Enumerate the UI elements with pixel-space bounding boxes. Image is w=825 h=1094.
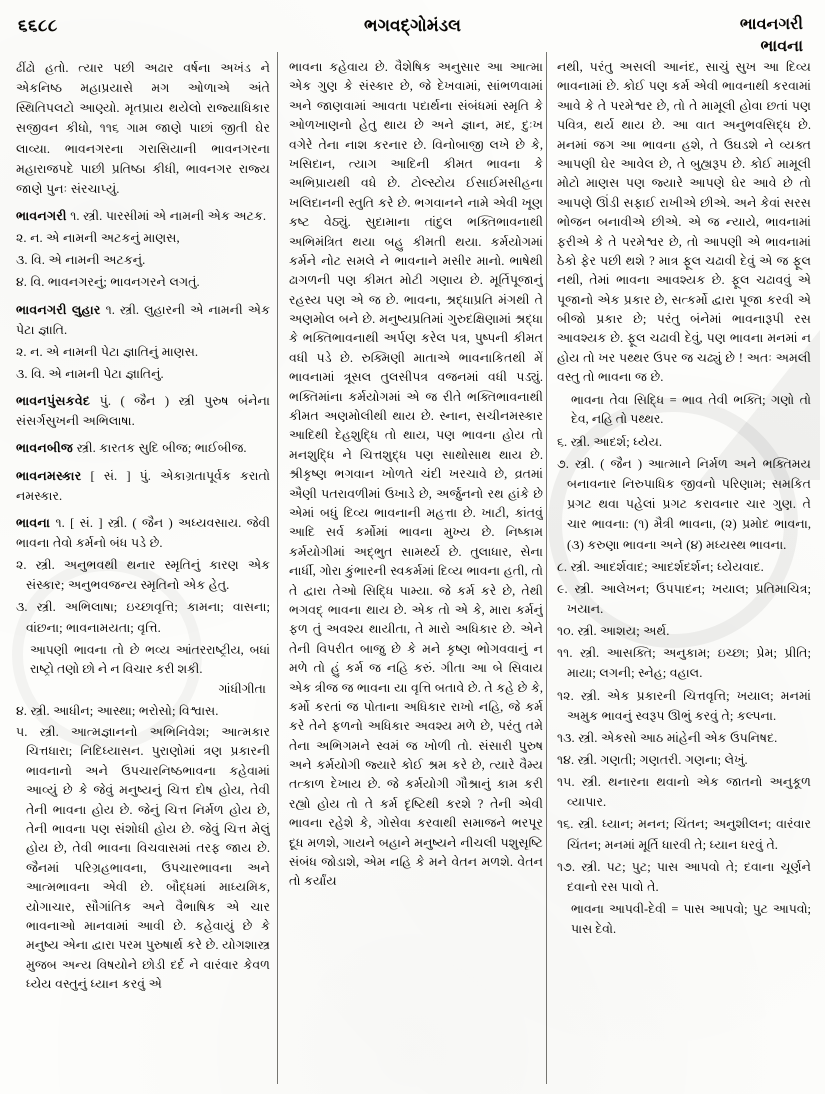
entry-sense: પું. ( જૈન ) સ્ત્રી પુરુષ બંનેના સંસર્ગસુખની અભિલાષા.	[16, 394, 270, 429]
continuation-paragraph: ભાવના કહેવાય છે. વૈશેષિક અનુસાર આ આત્મા એક ગુણ કે સંસ્કાર છે, જે દેખવામાં, સાંભળવામાં અને જાણવામાં આવતા પદાર્થના સંબંધમાં સ્મૃતિ કે ઓળખાણનો હેતુ થાય છે અને જ્ઞાન, મદ, દુઃખ વગેરે તેના નાશ કરનાર છે. વિનોબાજી લખે છે કે, ખસિદાન, ત્યાગ આદિની કીમત ભાવના કે અભિપ્રાયથી વધે છે. ટોલ્સ્ટોય ઈસાઈમસીહના ખલિદાનની સ્તુતિ કરે છે. ભગવાનને નામે એવી ખૂણ કષ્ટ વેઠ્યું. સુદામાના તાંદુલ ભક્તિભાવનાથી અભિમંત્રિત થયા બહુ કીમતી થયા. કર્મયોગમાં કર્મને નોટ સમલે ને ભાવનાને મસીર માનો. ભાષેથી ઢાગળની પણ કીમત મોટી ગણાય છે. મૂર્તિપૂજાનું રહસ્ય પણ એ જ છે. ભાવના, શ્રદ્ધાપ્રતિ મંગથી તે અણમોલ બને છે. મનુષ્યપ્રતિમાં ગુરુદક્ષિણામાં શ્રદ્ધા કે ભક્તિભાવનાથી અર્પણ કરેલ પત્ર, પુષ્પની કીમત વધી પડે છે. રુક્મિણી માતાએ ભાવનાકિતથી મેં ભાવનામાં ત્રૂસલ તુલસીપત્ર વજનમાં વધી પડ્યું. ભક્તિમાંના કર્મયોગમાં એ જ રીતે ભક્તિભાવનાથી કીમત અણમોલીથી થાય છે. સ્નાન, સચીનમસ્કાર આદિથી દેહશુદ્ધિ તો થાય, પણ ભાવના હોય તો મનશુદ્ધિ ને ચિત્તશુદ્ધ પણ સાથોસાથ થાય છે. શ્રીકૃષ્ણ ભગવાન ખોળતે ચંદી ખરચાવે છે, વ્રતમાં ઐણી પતરાવળીમાં ઉખાડે છે, અર્જુનનો રથ હાંકે છે એમાં બધું દિવ્ય ભાવનાની મહત્તા છે. ખાટી, કાંતવું આદિ સર્વ કર્મોમાં ભાવના મુખ્ય છે. નિષ્કામ કર્મયોગીમાં અદ્ભુત સામર્થ્ય છે. તુલાધાર, સેના નાર્ધી, ગોરા કુંભારની સ્વકર્મમાં દિવ્ય ભાવના હતી, તો તે દ્વારા તેઓ સિદ્ધિ પામ્યા. જે કર્મ કરે છે, તેથી ભગવદ્ ભાવના થાય છે. એક તો એ કે, મારા કર્મનું ફળ તું અવશ્ય થાયીતા, તે મારો અધિકાર છે. એને તેની વિપરીત બાજુ છે કે મને કૃષ્ણ ભોગવવાનું ન મળે તો હું કર્મ જ નહિ કરું. ગીતા આ બે સિવાય એક ત્રીજ જ ભાવના યા વૃત્તિ બતાવે છે. તે કહે છે કે, કર્મો કરતાં જ પોતાના અધિકાર રાખો નહિ, જે કર્મ કરે તેને ફળનો અધિકાર અવશ્ય મળે છે, પરંતુ તમે તેના અભિગમને સ્વમં જ ખોળી તો. સંસારી પુરુષ અને કર્મયોગી જ્યારે કોઈ શ્રમ કરે છે, ત્યારે વૈમ્ય તત્કાળ દેખાય છે. જે કર્મયોગી ગૌશ્રાનું કામ કરી રહ્યો હોય તો તે કર્મ દૃષ્ટિથી કરશે ? તેની એવી ભાવના રહેશે કે, ગોસેવા કરવાથી સમાજને ભરપૂર દૂધ મળશે, ગાયને બહાને મનુષ્યને નીચલી પશુસૃષ્ટિ સંબંધ જોડાશે, એમ નહિ કે મને વેતન મળશે. વેતન તો કર્યાંય	[289, 60, 543, 889]
dictionary-entry	[16, 466, 270, 506]
entry-headword: ભાવનપુંસકવેદ	[16, 394, 91, 409]
entry-sense: ૧. સ્ત્રી. લુહારની એ નામની એક પેટા જ્ઞાતિ.	[16, 302, 270, 337]
text-columns	[0, 58, 825, 1088]
column-middle	[289, 58, 543, 1088]
entry-sense-item: ૩. સ્ત્રી. અભિલાષા; ઇચ્છાવૃત્તિ; કામના; વાસના; વાંછના; ભાવનામયતા; વૃત્તિ.	[16, 600, 270, 635]
entry-sense-item: ૧૦. સ્ત્રી. આશય; અર્થ.	[557, 624, 670, 639]
entry-sense-item: ૧૨. સ્ત્રી. એક પ્રકારની ચિત્તવૃત્તિ; ખયાલ; મનમાં અમુક ભાવનું સ્વરૂપ ઊભું કરવું તે; કલ્પના.	[557, 688, 811, 723]
entry-sense-item: ૧૪. સ્ત્રી. ગણતી; ગણતરી. ગણના; લેખું.	[557, 752, 748, 767]
entry-headword: ભાવના	[16, 515, 51, 530]
running-head-line-2: ભાવના	[760, 37, 803, 55]
folio-number: ૬૬૮૮	[18, 16, 58, 35]
entry-sense-item: ૬. સ્ત્રી. આદર્શ; ધ્યેય.	[557, 434, 663, 449]
quotation-attribution: ગાંધીગીતા	[218, 681, 266, 696]
entry-headword: ભાવનમસ્કાર	[16, 468, 82, 483]
continuation-paragraph: ઢીંઢો હતો. ત્યાર પછી અઢાર વર્ષના અખંડ ને એકનિષ્ઠ મહાપ્રયાસે મગ ઓળાએ અંતે સ્થિતિપલટો આણ્યો. મૃતપ્રાય થયેલો રાજ્યાધિકાર સજીવન કીધો, ૧૧૬ ગામ જાણે પાછાં જીતી ઘેર લાવ્યા. ભાવનગરના ગરાસિયાની ભાવનગરના મહારાજપદે પાછી પ્રતિષ્ઠા કીધી, ભાવનગર રાજ્ય જાણે પુનઃ સંરચાપ્યું.	[16, 61, 270, 196]
entry-sense-item: ૩. વિ. એ નામની પેટા જ્ઞાતિનું.	[16, 366, 164, 381]
dictionary-entry	[16, 300, 270, 340]
entry-sense-item: ૯. સ્ત્રી. આલેખન; ઉપપાદન; ખયાલ; પ્રતિમાચિત્ર; ખયાન.	[557, 581, 811, 616]
entry-sense: ૧. સ્ત્રી. પારસીમાં એ નામની એક અટક.	[70, 208, 267, 223]
dictionary-entry	[16, 391, 270, 431]
entry-sense-item: ૪. વિ. ભાવનગરનું; ભાવનગરને લગતું.	[16, 275, 200, 290]
running-head	[740, 14, 803, 57]
entry-sense-item: ૫. સ્ત્રી. આત્મજ્ઞાનનો અભિનિવેશ; આત્મકાર ચિત્તધારા; નિદિધ્યાસન. પુરાણોમાં ત્રણ પ્રકારની ભાવનાનો અને ઉપચારનિષ્ઠભાવના કહેવામાં આવ્યું છે કે જેવું મનુષ્યનું ચિત્ત દોષ હોય, તેવી તેની ભાવના હોય છે. જેનું ચિત્ત નિર્મળ હોય છે, તેની ભાવના પણ સંશોધી હોય છે. જેવું ચિત્ત મેલું હોય છે, તેવી ભાવના વિચવાસમાં તરફ જાય છે. જૈનમાં પરિગ્રહભાવના, ઉપચારભાવના અને આત્મભાવના એવી છે. બૌદ્ધમાં માધ્યમિક, યોગાચાર, સૌગાંતિક અને વૈભાષિક એ ચાર ભાવનાઓ માનવામાં આવી છે. કહેવાયું છે કે મનુષ્ય એના દ્વારા પરમ પુરુષાર્થ કરે છે. યોગશાસ્ત્ર મુજબ અન્ય વિષયોને છોડી દર્દ ને વારંવાર કેવળ ધ્યેય વસ્તુનું ધ્યાન કરવું એ	[16, 724, 270, 992]
entry-sense-item: ૧૫. સ્ત્રી. થનારના થવાનો એક જાતનો અનુકૂળ વ્યાપાર.	[557, 775, 811, 810]
entry-headword: ભાવનબીજ	[16, 441, 74, 456]
entry-sense: [ સં. ] પું. એકાગ્રતાપૂર્વક કરાતો નમસ્કાર.	[16, 468, 270, 503]
page-title: ભગવદ્ગોમંડલ	[364, 16, 461, 35]
continuation-paragraph: નથી, પરંતુ અસલી આનંદ, સાચું સુખ આ દિવ્ય ભાવનામાં છે. કોઈ પણ કર્મ એવી ભાવનાથી કરવામાં આવે કે તે પરમેશ્વર છે, તો તે મામૂલી હોવા છતાં પણ પવિત્ર, થર્ય થાય છે. આ વાત અનુભવસિદ્ધ છે. મનમાં જગ આ ભાવના હશે, તે ઉઘડશે ને વ્યક્ત આપણી ઘેર આવેલ છે, તે બુહ્યરૂપ છે. કોઈ મામૂલી મોટો માણસ પણ જ્યારે આપણે ઘેર આવે છે તો આપણે ઊંડી સફાઈ રાખીએ છીએ. અને કેવાં સરસ ભોજન બનાવીએ છીએ. એ જ ન્યાયે, ભાવનામાં ફરીએ કે તે પરમેશ્વર છે, તો આપણી એ ભાવનામાં ઠેકો ફેર પછી થશે ? માત્ર ફૂલ ચઢાવી દેવું એ જ ફૂલ નથી, તેમાં ભાવના આવશ્યક છે. ફૂલ ચઢાવવું એ પૂજાનો એક પ્રકાર છે, સત્કર્મો દ્વારા પૂજા કરવી એ બીજો પ્રકાર છે; પરંતુ બંનેમાં ભાવનારૂપી રસ આવશ્યક છે. ફૂલ ચઢાવી દેવું, પણ ભાવના મનમાં ન હોય તો ખર પથ્થર ઉપર જ ચઢ્યું છે ! અતઃ અમલી વસ્તુ તો ભાવના જ છે.	[557, 60, 811, 385]
entry-headword: ભાવનગરી લુહાર	[16, 302, 101, 317]
entry-quotation: ભાવના તેવા સિદ્ધિ = ભાવ તેવી ભક્તિ; ગણો તો દેવ, નહિ તો પથ્થર.	[571, 392, 811, 427]
entry-sense-item: ૨. સ્ત્રી. અનુભવથી થનાર સ્મૃતિનું કારણ એક સંસ્કાર; અનુભવજન્ય સ્મૃતિનો એક હેતુ.	[16, 558, 270, 593]
dictionary-entry-main	[16, 513, 270, 553]
entry-sense-item: ૧૬. સ્ત્રી. ધ્યાન; મનન; ચિંતન; અનુશીલન; વારંવાર ચિંતન; મનમાં મૂર્તિ ધારવી તે; ધ્યાન ધરવું તે.	[557, 817, 811, 852]
dictionary-entry	[16, 438, 270, 458]
entry-sense-item: ૧૧. સ્ત્રી. આસક્તિ; અનુકામ; ઇચ્છા; પ્રેમ; પ્રીતિ; માયા; લગની; સ્નેહ; વહાલ.	[557, 646, 811, 681]
entry-sense-item: ૨. ન. એ નામની અટકનું માણસ,	[16, 231, 180, 246]
entry-sense-item: ૨. ન. એ નામની પેટા જ્ઞાતિનું માણસ.	[16, 344, 199, 359]
entry-sense-item: ૩. વિ. એ નામની અટકનું.	[16, 253, 146, 268]
entry-sense: સ્ત્રી. કારતક સુદિ બીજ; ભાઈબીજ.	[76, 441, 247, 456]
running-head-line-1: ભાવનગરી	[739, 16, 803, 33]
column-left	[16, 58, 270, 1088]
entry-sense-item: ૧૩. સ્ત્રી. એકસો આઠ માંહેની એક ઉપનિષદ.	[557, 730, 778, 745]
column-divider-right	[546, 52, 547, 1084]
column-divider-left	[277, 52, 278, 1084]
page-header	[0, 14, 825, 66]
entry-sense-item: ૭. સ્ત્રી. ( જૈન ) આત્માને નિર્મળ અને ભક્તિમય બનાવનાર નિરુપાધિક જીવનો પરિણામ; સમકિત પ્રગટ થવા પહેલાં પ્રગટ કરાવનાર ચાર ગુણ. તે ચાર ભાવના: (૧) મૈત્રી ભાવના, (૨) પ્રમોદ ભાવના, (૩) કરુણા ભાવના અને (૪) મધ્યસ્થ ભાવના.	[557, 456, 811, 552]
column-right	[557, 58, 811, 1088]
entry-quotation: આપણી ભાવના તો છે ભવ્ય આંતરરાષ્ટ્રીય, બધાં રાષ્ટ્રો તણો છો ને ન વિચાર કરી શકી.	[30, 642, 270, 677]
dictionary-entry	[16, 206, 270, 226]
entry-sense-item: ૧૭. સ્ત્રી. પટ; પુટ; પાસ આપવો તે; દવાના ચૂર્ણને દવાનો રસ પાવો તે.	[557, 859, 811, 894]
entry-sense-item: ૮. સ્ત્રી. આદર્શવાદ; આદર્શદર્શન; ધ્યેયવાદ.	[557, 559, 764, 574]
sub-entry: ભાવના આપવી-દેવી = પાસ આપવો; પુટ આપવો; પાસ દેવો.	[571, 901, 811, 936]
entry-sense: ૧. [ સં. ] સ્ત્રી. ( જૈન ) અધ્યવસાય. જેવી ભાવના તેવો કર્મનો બંધ પડે છે.	[16, 515, 270, 550]
entry-sense-item: ૪. સ્ત્રી. આધીન; આસ્થા; ભરોસો; વિશ્વાસ.	[16, 703, 219, 718]
entry-headword: ભાવનગરી	[16, 208, 67, 223]
